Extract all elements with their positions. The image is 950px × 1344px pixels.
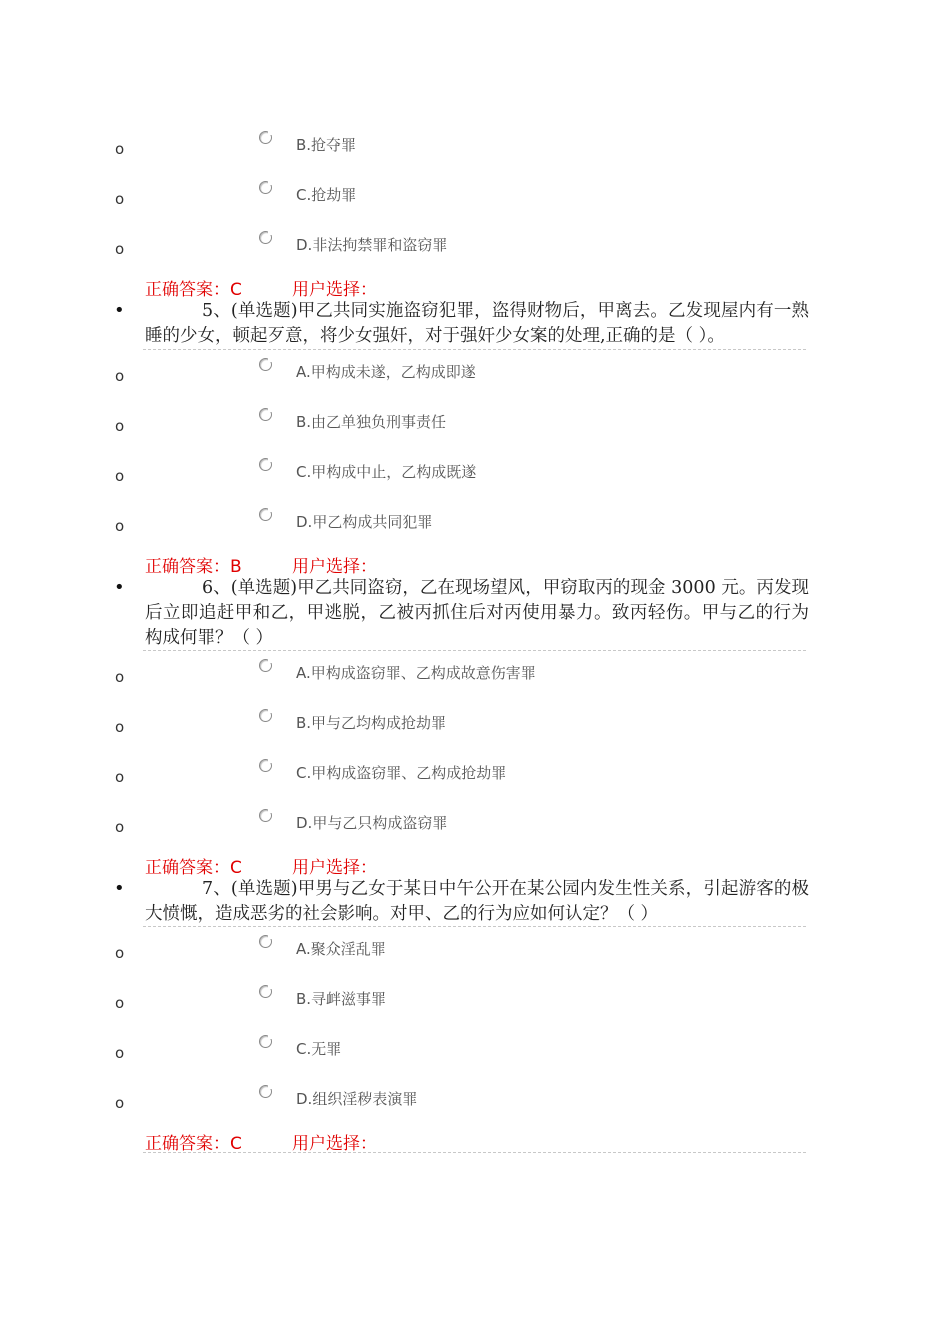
divider <box>143 650 806 651</box>
question-text: 7、(单选题)甲男与乙女于某日中午公开在某公园内发生性关系，引起游客的极大愤慨，造成恶劣的社会影响。对甲、乙的行为应如何认定？（ ） <box>145 879 809 924</box>
option-label: A.聚众淫乱罪 <box>296 940 386 958</box>
option-label: C.甲构成盗窃罪、乙构成抢劫罪 <box>296 764 507 782</box>
q4-option-d[interactable] <box>0 234 950 264</box>
radio-button[interactable] <box>259 231 272 244</box>
list-bullet: o <box>115 467 125 485</box>
radio-button[interactable] <box>259 508 272 521</box>
list-bullet: • <box>114 300 125 321</box>
radio-button[interactable] <box>259 408 272 421</box>
list-bullet: o <box>115 417 125 435</box>
radio-button[interactable] <box>259 659 272 672</box>
option-label: D.组织淫秽表演罪 <box>296 1090 418 1108</box>
option-label: A.甲构成未遂，乙构成即遂 <box>296 363 476 381</box>
list-bullet: o <box>115 1094 125 1112</box>
divider <box>143 926 806 927</box>
radio-button[interactable] <box>259 131 272 144</box>
correct-answer-value: C <box>230 858 242 878</box>
radio-button[interactable] <box>259 709 272 722</box>
q6-option-d[interactable] <box>0 812 950 842</box>
list-bullet: o <box>115 818 125 836</box>
q5-option-d[interactable] <box>0 511 950 541</box>
user-choice-label: 用户选择： <box>292 1134 377 1154</box>
option-label: D.甲乙构成共同犯罪 <box>296 513 433 531</box>
option-label: D.非法拘禁罪和盗窃罪 <box>296 236 448 254</box>
list-bullet: o <box>115 190 125 208</box>
divider <box>143 1152 806 1153</box>
q6-option-a[interactable] <box>0 662 950 692</box>
q4-answer-line <box>145 275 377 300</box>
radio-button[interactable] <box>259 358 272 371</box>
option-label: B.由乙单独负刑事责任 <box>296 413 447 431</box>
user-choice-label: 用户选择： <box>292 557 377 577</box>
option-label: B.甲与乙均构成抢劫罪 <box>296 714 447 732</box>
radio-button[interactable] <box>259 458 272 471</box>
q7-option-c[interactable] <box>0 1038 950 1068</box>
q4-option-b[interactable] <box>0 134 950 164</box>
q7-option-a[interactable] <box>0 938 950 968</box>
q6-option-c[interactable] <box>0 762 950 792</box>
radio-button[interactable] <box>259 985 272 998</box>
correct-answer-label: 正确答案： <box>145 1134 230 1154</box>
user-choice-label: 用户选择： <box>292 858 377 878</box>
q5-option-c[interactable] <box>0 461 950 491</box>
option-label: B.抢夺罪 <box>296 136 357 154</box>
list-bullet: o <box>115 240 125 258</box>
option-label: C.抢劫罪 <box>296 186 357 204</box>
radio-button[interactable] <box>259 181 272 194</box>
option-label: B.寻衅滋事罪 <box>296 990 387 1008</box>
list-bullet: o <box>115 994 125 1012</box>
q6-answer-line <box>145 853 377 878</box>
divider <box>143 349 806 350</box>
option-label: D.甲与乙只构成盗窃罪 <box>296 814 448 832</box>
list-bullet: o <box>115 944 125 962</box>
radio-button[interactable] <box>259 1035 272 1048</box>
question-text: 5、(单选题)甲乙共同实施盗窃犯罪，盗得财物后，甲离去。乙发现屋内有一熟睡的少女，顿起歹意，将少女强奸，对于强奸少女案的处理,正确的是（ ）。 <box>145 301 809 346</box>
q7-option-d[interactable] <box>0 1088 950 1118</box>
list-bullet: • <box>114 577 125 598</box>
q5-option-b[interactable] <box>0 411 950 441</box>
list-bullet: o <box>115 668 125 686</box>
q5-option-a[interactable] <box>0 361 950 391</box>
option-label: C.甲构成中止，乙构成既遂 <box>296 463 477 481</box>
list-bullet: o <box>115 768 125 786</box>
list-bullet: o <box>115 367 125 385</box>
q7-answer-line <box>145 1129 377 1154</box>
option-label: A.甲构成盗窃罪、乙构成故意伤害罪 <box>296 664 536 682</box>
correct-answer-label: 正确答案： <box>145 858 230 878</box>
q5-answer-line <box>145 552 377 577</box>
list-bullet: • <box>114 878 125 899</box>
list-bullet: o <box>115 718 125 736</box>
radio-button[interactable] <box>259 1085 272 1098</box>
option-label: C.无罪 <box>296 1040 342 1058</box>
q6-option-b[interactable] <box>0 712 950 742</box>
correct-answer-value: C <box>230 1134 242 1154</box>
radio-button[interactable] <box>259 809 272 822</box>
question-text: 6、(单选题)甲乙共同盗窃，乙在现场望风，甲窃取丙的现金 3000 元。丙发现后立即追赶甲和乙，甲逃脱，乙被丙抓住后对丙使用暴力。致丙轻伤。甲与乙的行为构成何罪？（ ） <box>145 578 809 648</box>
radio-button[interactable] <box>259 935 272 948</box>
correct-answer-value: C <box>230 280 242 300</box>
correct-answer-label: 正确答案： <box>145 557 230 577</box>
correct-answer-value: B <box>230 557 242 577</box>
user-choice-label: 用户选择： <box>292 280 377 300</box>
correct-answer-label: 正确答案： <box>145 280 230 300</box>
radio-button[interactable] <box>259 759 272 772</box>
list-bullet: o <box>115 1044 125 1062</box>
list-bullet: o <box>115 517 125 535</box>
list-bullet: o <box>115 140 125 158</box>
q4-option-c[interactable] <box>0 184 950 214</box>
q7-option-b[interactable] <box>0 988 950 1018</box>
